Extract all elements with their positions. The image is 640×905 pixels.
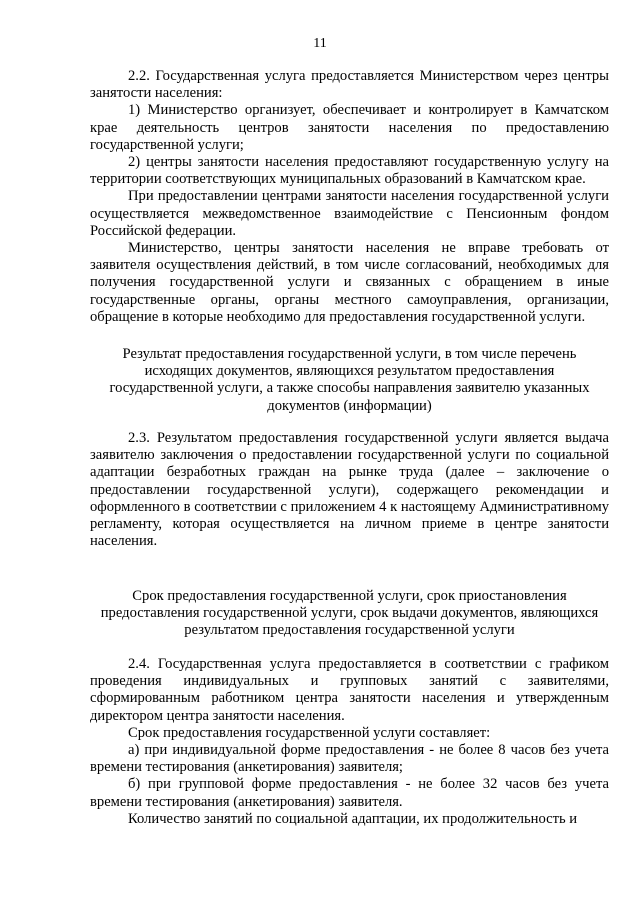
paragraph: 2.3. Результатом предоставления государственной услуги является выдача заявителю заключения о предоставлении государственной услуги по социальной адаптации безработных граждан на рынке труда (далее – заключение о предоставлении государственной услуги), содержащего рекомендации и оформленного в соответствии с приложением 4 к настоящему Административному регламенту, которая осуществляется на личном приеме в центре занятости населения. xyxy=(90,430,609,550)
paragraph: 2.2. Государственная услуга предоставляется Министерством через центры занятости населения: xyxy=(90,68,609,102)
paragraph: Срок предоставления государственной услуги составляет: xyxy=(128,724,491,741)
section-heading-term xyxy=(90,588,609,640)
paragraph: 2) центры занятости населения предоставляют государственную услугу на территории соответствующих муниципальных образований в Камчатском крае. xyxy=(90,154,609,188)
paragraph: Министерство, центры занятости населения не вправе требовать от заявителя осуществления действий, в том числе согласований, необходимых для получения государственной услуги и связанных с обращением в иные государственные органы, органы местного самоуправления, организации, обращение в которые необходимо для предоставления государственной услуги. xyxy=(90,240,609,325)
section-2-2 xyxy=(90,68,609,326)
heading-line: Результат предоставления государственной услуги, в том числе перечень xyxy=(122,346,577,362)
paragraph: При предоставлении центрами занятости населения государственной услуги осуществляется межведомственное взаимодействие с Пенсионным фондом Российской федерации. xyxy=(90,188,609,239)
page-number: 11 xyxy=(313,36,327,51)
heading-line: документов (информации) xyxy=(267,397,432,414)
paragraph: 2.4. Государственная услуга предоставляется в соответствии с графиком проведения индивидуальных и групповых занятий с заявителями, сформированным работником центра занятости населения и утвержденным директором центра занятости населения. xyxy=(90,656,609,724)
section-heading-result xyxy=(90,346,609,415)
heading-line: результатом предоставления государственной услуги xyxy=(184,622,515,639)
paragraph: а) при индивидуальной форме предоставления - не более 8 часов без учета времени тестирования (анкетирования) заявителя; xyxy=(90,742,609,776)
section-2-4 xyxy=(90,656,609,828)
section-2-3 xyxy=(90,430,609,550)
heading-line: исходящих документов, являющихся результатом предоставления xyxy=(144,363,555,380)
paragraph: Количество занятий по социальной адаптации, их продолжительность и xyxy=(128,810,578,827)
heading-line: предоставления государственной услуги, срок выдачи документов, являющихся xyxy=(100,605,599,622)
heading-line: государственной услуги, а также способы направления заявителю указанных xyxy=(109,380,590,397)
heading-line: Срок предоставления государственной услуги, срок приостановления xyxy=(132,588,567,604)
paragraph: б) при групповой форме предоставления - не более 32 часов без учета времени тестирования (анкетирования) заявителя. xyxy=(90,776,609,810)
paragraph: 1) Министерство организует, обеспечивает и контролирует в Камчатском крае деятельность центров занятости населения по предоставлению государственной услуги; xyxy=(90,102,609,153)
